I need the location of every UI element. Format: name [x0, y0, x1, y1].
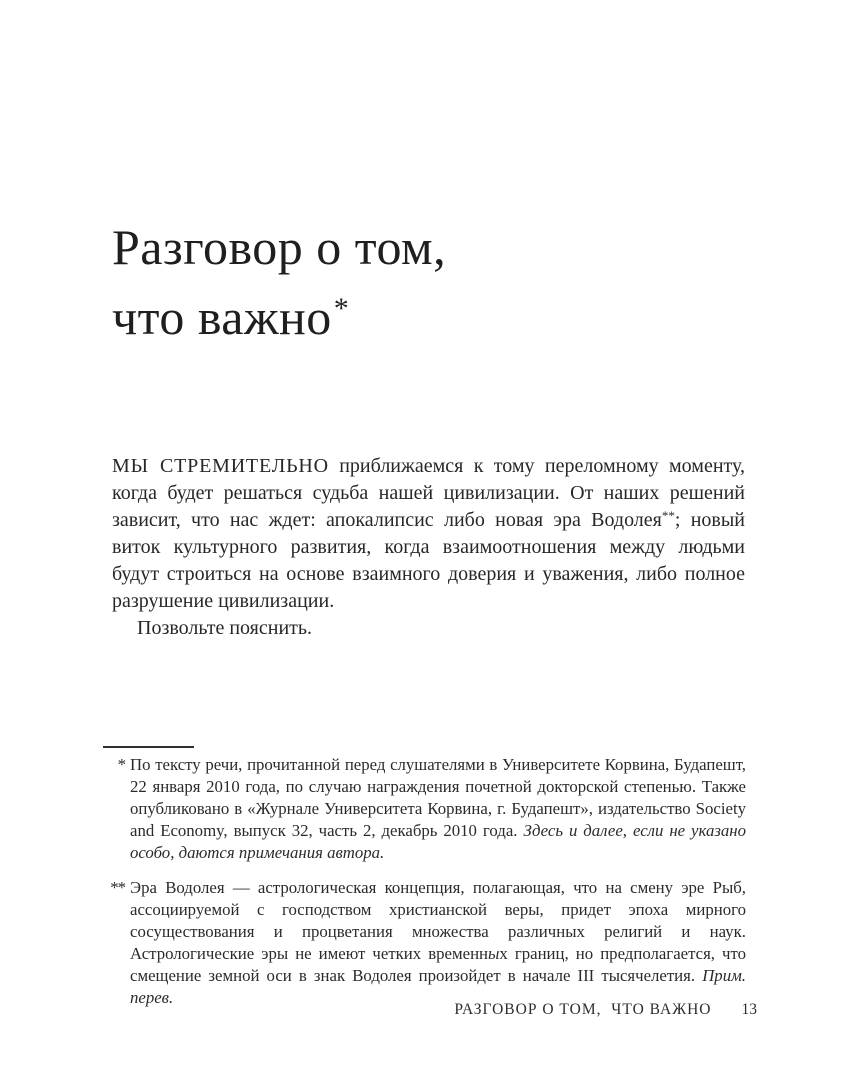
footnote-1-marker: *	[117, 755, 125, 774]
running-title: РАЗГОВОР О ТОМ, ЧТО ВАЖНО	[454, 1001, 712, 1018]
chapter-title-line-2	[112, 278, 446, 348]
footnote-1-text	[130, 754, 746, 864]
footnote-2-marker: **	[110, 878, 125, 897]
chapter-title-line-1: Разговор о том,	[112, 218, 447, 275]
paragraph-2: Позвольте пояснить.	[137, 617, 313, 639]
chapter-title	[112, 216, 446, 348]
footnote-1	[103, 754, 746, 864]
body-text	[112, 453, 745, 642]
footnote-reference-double-asterisk: **	[661, 508, 675, 523]
footnote-1-italic-note: Здесь и далее, если не указано особо, даются примечания автора.	[130, 821, 746, 862]
footnote-2-italic-note: Прим. перев.	[130, 966, 746, 1007]
footnote-2-body-part-1: Эра Водолея — астрологическая концепция, полагающая, что на смену эре Рыб, ассоциируемой с господством христианской веры, придет эпоха мирного сосуществования и процветания множества различных религий и наук. Астрологические эры не имеют четких временн	[130, 878, 746, 963]
footnote-1-body: По тексту речи, прочитанной перед слушателями в Университете Корвина, Будапешт, 22 января 2010 года, по случаю награждения почетной докторской степенью. Также опубликовано в «Журнале Университета Корвина, г. Будапешт», издательство Society and Economy, выпуск 32, часть 2, декабрь 2010 года.	[130, 755, 746, 840]
paragraph-1-lead-caps: МЫ СТРЕМИТЕЛЬНО	[112, 455, 329, 477]
footnote-2-text	[130, 877, 746, 1009]
footnote-2-stressed-letter: ы	[488, 944, 500, 963]
paragraph-1-text-after-mark: ; новый виток культурного развития, когда взаимоотношения между людьми будут строиться на основе взаимного доверия и уважения, либо полное разрушение цивилизации.	[112, 509, 745, 612]
footnote-2-body-part-2: х границ, но предполагается, что смещение земной оси в знак Водолея произойдет в начале III тысячелетия.	[130, 944, 746, 985]
page-number: 13	[741, 1001, 757, 1018]
chapter-title-line-2-text: что важно	[112, 288, 332, 345]
paragraph-1-text-before-mark: приближаемся к тому переломному моменту, когда будет решаться судьба нашей цивилизации. От наших решений зависит, что нас ждет: апокалипсис либо новая эра Водолея	[112, 455, 746, 531]
running-footer	[454, 1001, 757, 1019]
title-footnote-asterisk: *	[333, 291, 349, 325]
footnote-separator-rule	[103, 746, 194, 748]
footnote-2	[103, 877, 746, 1009]
paragraph-1	[112, 453, 745, 615]
footnotes-block	[103, 754, 746, 1022]
